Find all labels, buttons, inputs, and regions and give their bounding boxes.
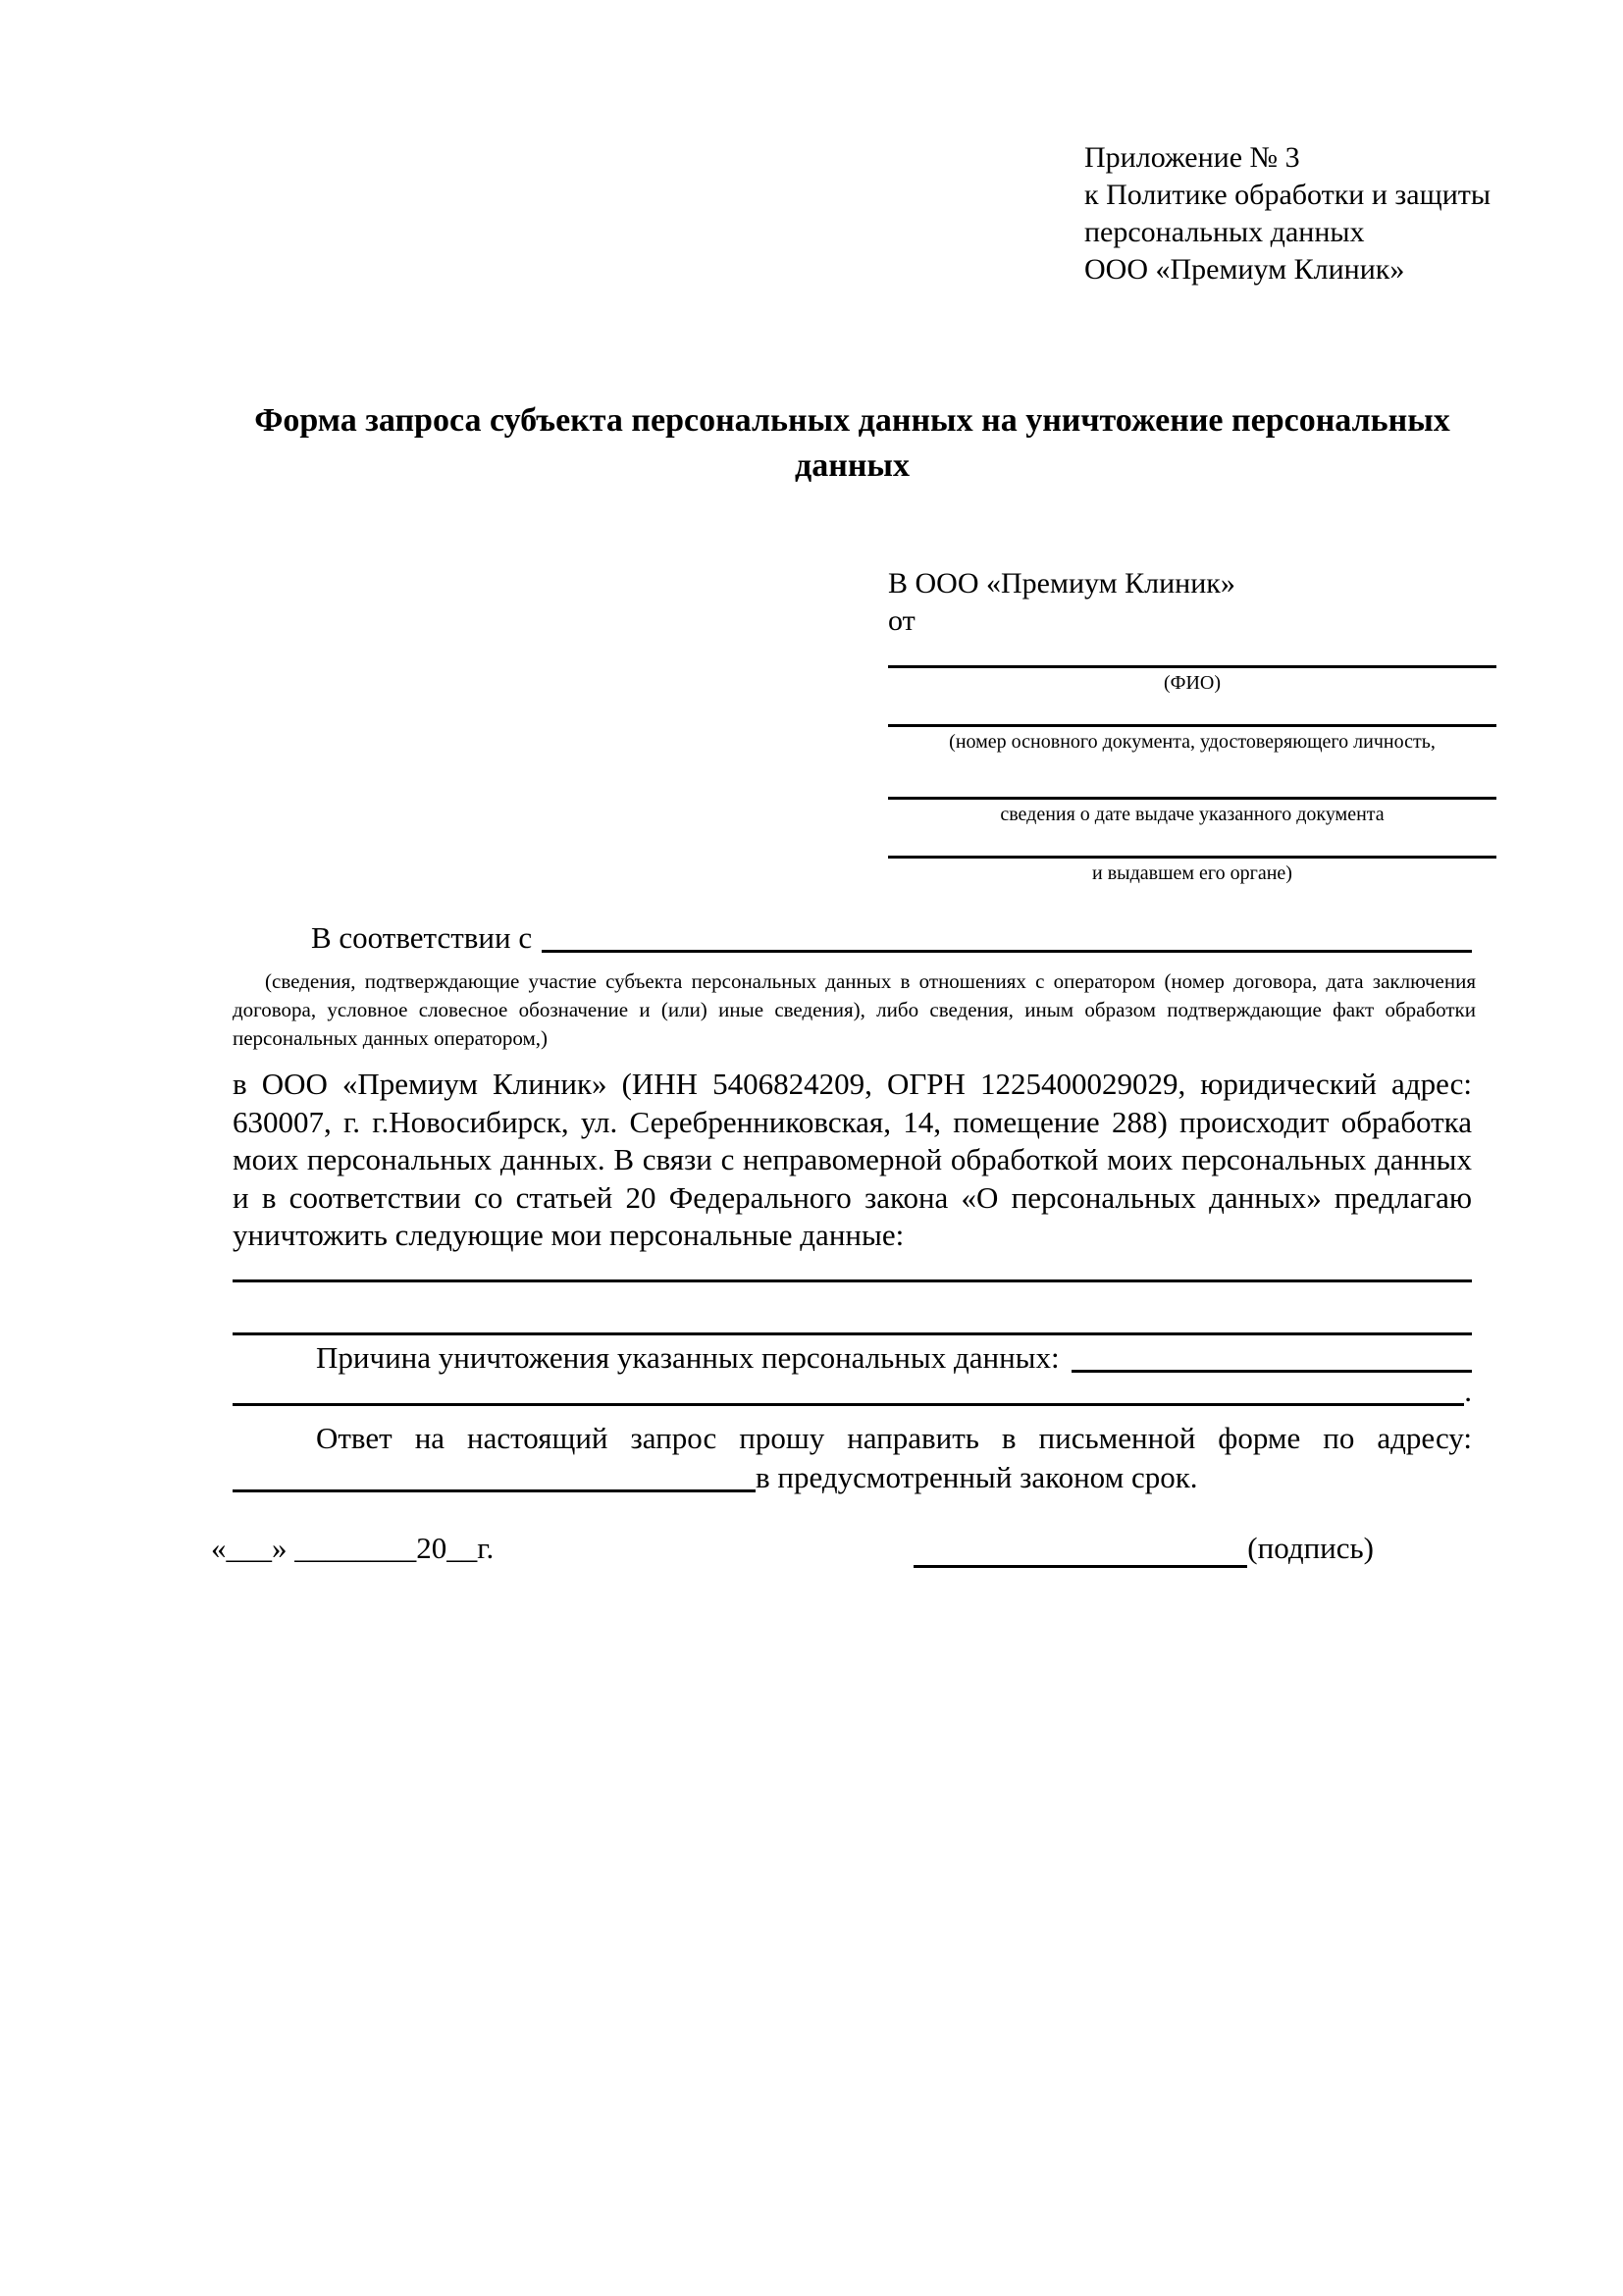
appendix-line: ООО «Премиум Клиник»: [1084, 253, 1405, 286]
reason-field-line: [1072, 1338, 1472, 1373]
addressee-from: от: [888, 604, 916, 637]
appendix-header: [1084, 139, 1555, 288]
appendix-line: персональных данных: [1084, 216, 1365, 248]
accordance-prefix: В соответствии с: [311, 920, 533, 955]
document-number-caption: (номер основного документа, удостоверяющего личность,: [949, 731, 1436, 753]
accordance-line: [233, 918, 1472, 958]
reason-label: Причина уничтожения указанных персональных данных:: [316, 1340, 1060, 1375]
reason-continuation-line: [233, 1372, 1472, 1411]
addressee-block: [888, 565, 1496, 885]
answer-address-line: [233, 1458, 1472, 1497]
issue-date-caption: сведения о дате выдаче указанного документа: [1000, 804, 1385, 825]
data-to-destroy-field-line: [233, 1287, 1472, 1335]
accordance-note: (сведения, подтверждающие участие субъекта персональных данных в отношениях с оператором (номер договора, дата заключения договора, условное словесное обозначение и (или) иные сведения), либо сведения, иным образом подтверждающие факт обработки персональных данных оператором,): [233, 969, 1476, 1050]
answer-suffix: в предусмотренный законом срок.: [756, 1460, 1198, 1494]
signature-group: [914, 1529, 1374, 1568]
issue-date-field-line: [888, 754, 1496, 800]
accordance-field-line: [542, 918, 1472, 953]
reason-field-line-2: [233, 1372, 1464, 1406]
fio-caption: (ФИО): [1163, 672, 1221, 694]
answer-request-line: Ответ на настоящий запрос прошу направить в письменной форме по адресу:: [316, 1421, 1472, 1455]
appendix-line: Приложение № 3: [1084, 141, 1300, 174]
signature-field-line: [914, 1531, 1247, 1568]
address-field-line: [233, 1458, 756, 1492]
issuing-authority-field-line: [888, 826, 1496, 859]
data-to-destroy-field-line: [233, 1234, 1472, 1282]
issuing-authority-caption: и выдавшем его органе): [1092, 862, 1292, 884]
fio-field-line: [888, 640, 1496, 668]
main-paragraph: в ООО «Премиум Клиник» (ИНН 5406824209, ОГРН 1225400029029, юридический адрес: 630007, г. г.Новосибирск, ул. Серебренниковская, 14, помещение 288) происходит обработка моих персональных данных. В связи с неправомерной обработкой моих персональных данных и в соответствии со статьей 20 Федерального закона «О персональных данных» предлагаю уничтожить следующие мои персональные данные:: [233, 1067, 1472, 1252]
addressee-to: В ООО «Премиум Клиник»: [888, 567, 1235, 600]
date-line: «___» ________20__г.: [211, 1531, 495, 1565]
document-title: Форма запроса субъекта персональных данных на уничтожение персональных данных: [254, 402, 1450, 484]
document-number-field-line: [888, 695, 1496, 727]
signature-caption: (подпись): [1247, 1531, 1374, 1565]
appendix-line: к Политике обработки и защиты: [1084, 179, 1492, 211]
date-signature-row: [211, 1529, 1472, 1568]
reason-period: .: [1464, 1374, 1472, 1408]
